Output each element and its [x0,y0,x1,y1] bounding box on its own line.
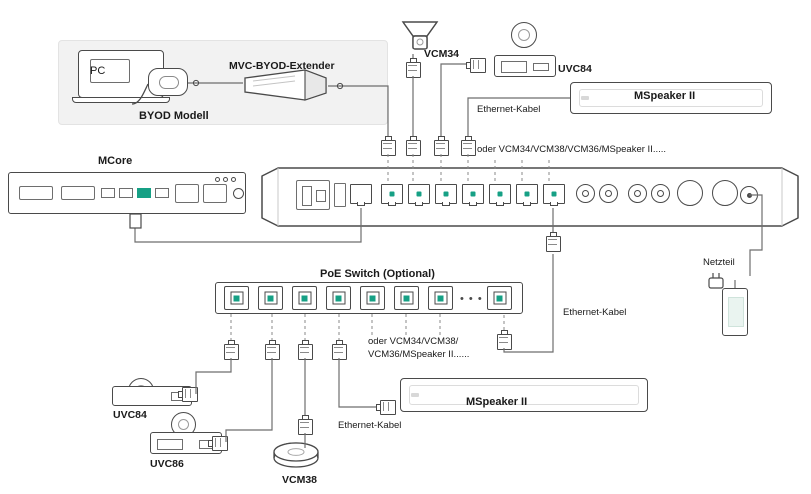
byod-dongle [148,68,188,96]
mspeaker-bottom-label: MSpeaker II [466,396,528,408]
plug-poe-3-cable [298,340,311,358]
ethernet-bottom-label: Ethernet-Kabel [338,420,402,431]
mcore-label: MCore [98,155,133,167]
mspeaker-top-label: MSpeaker II [634,90,696,102]
byod-model-label: BYOD Modell [139,110,209,122]
hub-audio-jack-1 [576,184,595,203]
plug-top-1 [381,136,394,154]
hub-port-3[interactable] [435,184,457,204]
plug-poe-2-cable [265,340,278,358]
hub-usb-block [296,180,330,210]
poe-switch-label: PoE Switch (Optional) [320,268,435,280]
poe-port-7[interactable] [428,286,453,310]
vcm38-graphic [272,440,320,470]
plug-vcm34-cable [406,58,419,76]
plug-poe-uplink [497,330,510,348]
poe-port-3[interactable] [292,286,317,310]
poe-ellipsis: • • • [460,293,483,305]
hub-port-4[interactable] [462,184,484,204]
poe-port-2[interactable] [258,286,283,310]
poe-port-5[interactable] [360,286,385,310]
poe-port-4[interactable] [326,286,351,310]
hub-audio-jack-2 [599,184,618,203]
hub-port-wan[interactable] [350,184,372,204]
poe-port-1[interactable] [224,286,249,310]
vcm34-top-label: VCM34 [424,48,460,60]
mcore-device [8,172,246,214]
uvc84-top-label: UVC84 [558,63,592,75]
uvc84-top-camera [509,22,539,50]
hub-audio-jack-3 [628,184,647,203]
pc-label: PC [90,65,106,77]
hub-power-jack [740,186,758,204]
or-poe-label-line1: oder VCM34/VCM38/ [368,336,459,347]
ethernet-right-label: Ethernet-Kabel [563,307,627,318]
uvc84-top-base [494,55,556,77]
hub-knob-2 [712,180,738,206]
hub-port-7[interactable] [543,184,565,204]
hub-port-1[interactable] [381,184,403,204]
uvc84-bottom-label: UVC84 [113,409,147,421]
poe-port-6[interactable] [394,286,419,310]
plug-poe-4-cable [332,340,345,358]
plug-vcm38-cable [298,415,311,433]
poe-port-uplink[interactable] [487,286,512,310]
ethernet-top-label: Ethernet-Kabel [477,104,541,115]
plug-top-2 [406,136,419,154]
plug-uvc86-cable [208,436,226,449]
hub-audio-jack-4 [651,184,670,203]
plug-mspeaker-bottom-cable [376,400,394,413]
power-adapter-brick [722,288,748,336]
plug-top-4 [461,136,474,154]
vcm38-label: VCM38 [282,474,318,486]
hub-port-2[interactable] [408,184,430,204]
uvc86-label: UVC86 [150,458,184,470]
hub-aux-port [334,183,346,207]
hub-knob-1 [677,180,703,206]
hub-port-6[interactable] [516,184,538,204]
hub-port-5[interactable] [489,184,511,204]
or-top-label: oder VCM34/VCM38/VCM36/MSpeaker II..... [477,144,667,155]
or-poe-label-line2: VCM36/MSpeaker II...... [368,349,470,360]
byod-extender-label: MVC-BYOD-Extender [229,60,335,72]
plug-top-3 [434,136,447,154]
plug-hub-down [546,232,559,250]
netzteil-label: Netzteil [703,257,735,268]
byod-extender-graphic [243,68,328,102]
plug-uvc84-bottom-cable [178,387,196,400]
plug-uvc84-top-cable [466,58,484,71]
plug-poe-1-cable [224,340,237,358]
